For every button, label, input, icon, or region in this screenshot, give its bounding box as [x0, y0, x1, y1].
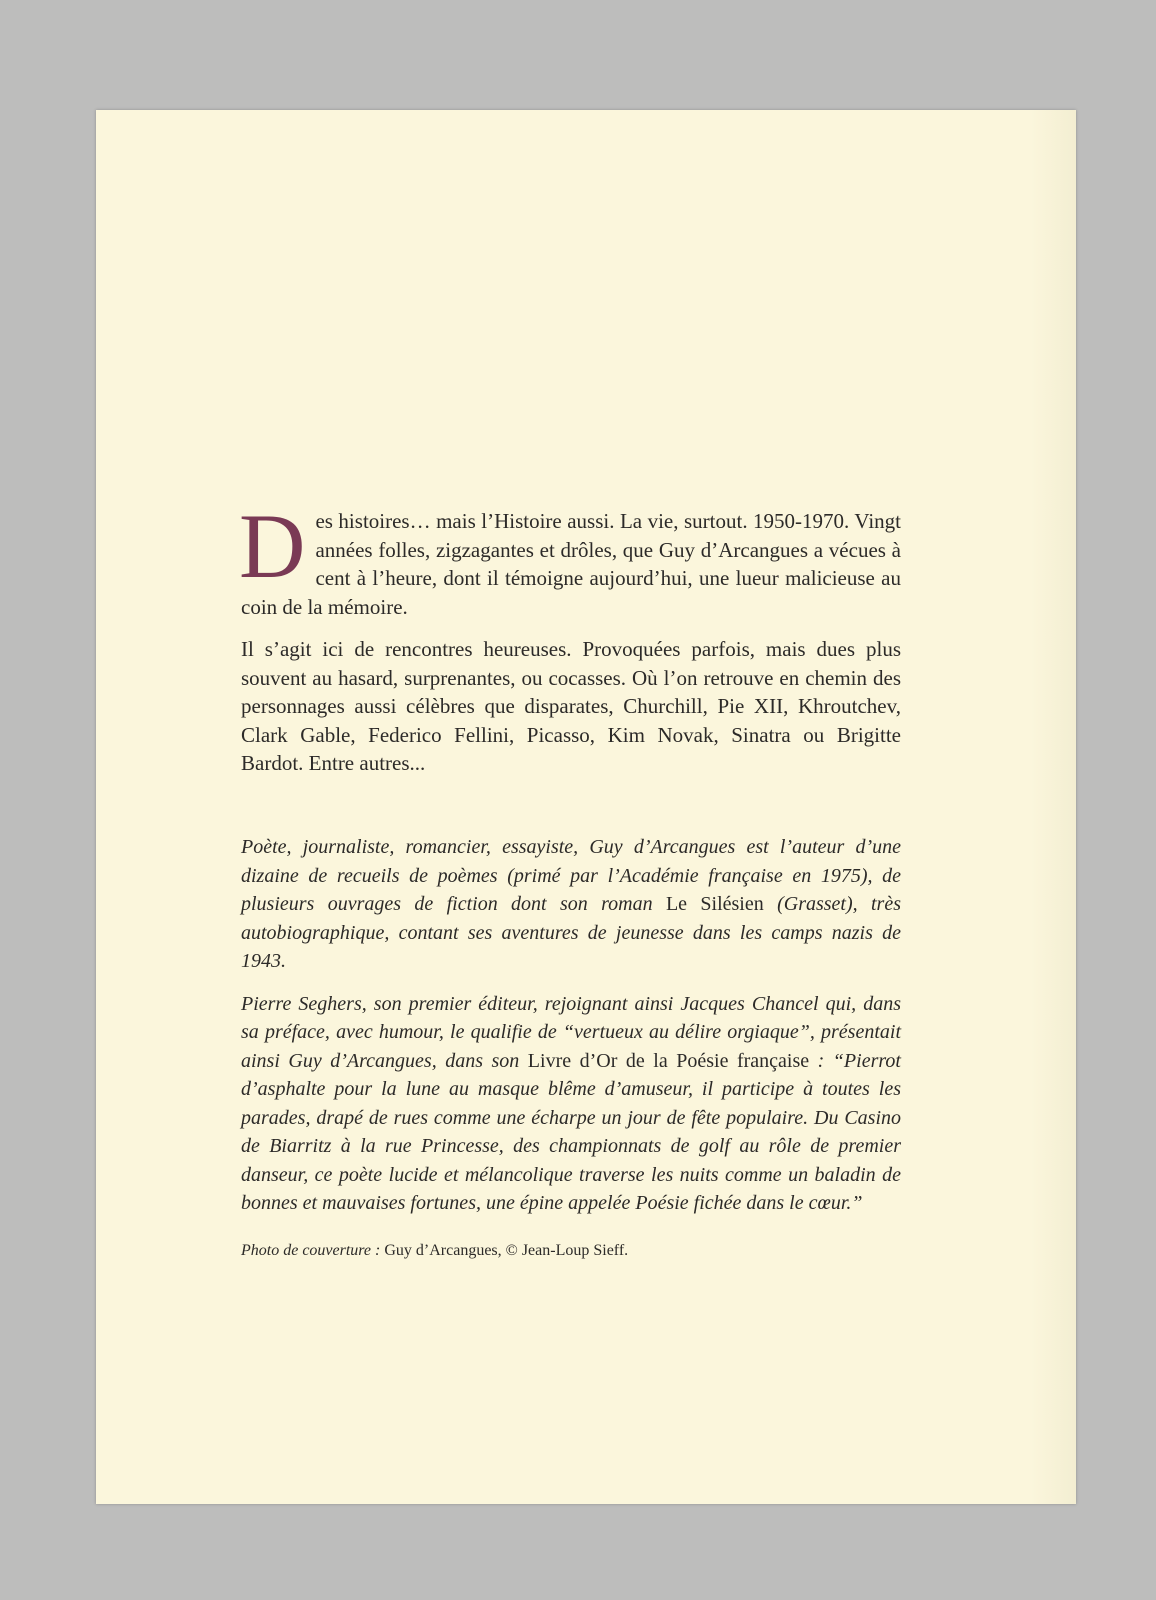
cover-edge: [1030, 110, 1076, 1504]
author-bio: [241, 833, 901, 1218]
photo-credit: [241, 1242, 628, 1260]
photo-credit-value: Guy d’Arcangues, © Jean-Loup Sieff.: [380, 1242, 629, 1259]
bio-p2-text-b: : “Pierrot d’asphalte pour la lune au masque blême d’amuseur, il participe à toutes les parades, drapé de rues comme une écharpe un jour de fête populaire. Du Casino de Biarritz à la rue Princesse, des championnats de golf au rôle de premier danseur, ce poète lucide et mélancolique traverse les nuits comme un baladin de bonnes et mauvaises fortunes, une épine appelée Poésie fichée dans le cœur.”: [241, 1049, 901, 1214]
book-title-livre-dor: Livre d’Or de la Poésie française: [527, 1049, 810, 1072]
bio-paragraph-1: [241, 833, 901, 976]
back-cover: [96, 110, 1076, 1504]
bio-p1-text-b: (Grasset), très autobiographique, contant ses aventures de jeunesse dans les camps nazis de 1943.: [241, 893, 901, 972]
photo-credit-label: Photo de couverture :: [241, 1242, 381, 1259]
bio-p1-text-a: Poète, journaliste, romancier, essayiste, Guy d’Arcangues est l’auteur d’une dizaine de recueils de poèmes (primé par l’Académie française en 1975), de plusieurs ouvrages de fiction dont son roman: [241, 836, 901, 915]
bio-p2-text-a: Pierre Seghers, son premier éditeur, rejoignant ainsi Jacques Chancel qui, dans sa préface, avec humour, le qualifie de “vertueux au délire orgiaque”, présentait ainsi Guy d’Arcangues, dans son: [241, 992, 901, 1072]
blurb-paragraph-2: Il s’agit ici de rencontres heureuses. Provoquées parfois, mais dues plus souvent au hasard, surprenantes, ou cocasses. Où l’on retrouve en chemin des personnages aussi célèbres que disparates, Churchill, Pie XII, Khroutchev, Clark Gable, Federico Fellini, Picasso, Kim Novak, Sinatra ou Brigitte Bardot. Entre autres...: [241, 637, 901, 775]
blurb-paragraph-1-text: es histoires… mais l’Histoire aussi. La vie, surtout. 1950-1970. Vingt années folles, zigzagantes et drôles, que Guy d’Arcangues a vécues à cent à l’heure, dont il témoigne aujourd’hui, une lueur malicieuse au coin de la mémoire.: [241, 509, 901, 619]
blurb-paragraph-1: [239, 495, 901, 621]
book-title-le-silesien: Le Silésien: [665, 893, 764, 915]
dropcap-letter: D: [239, 495, 306, 597]
bio-paragraph-2: [241, 990, 901, 1218]
blurb: [239, 495, 901, 778]
